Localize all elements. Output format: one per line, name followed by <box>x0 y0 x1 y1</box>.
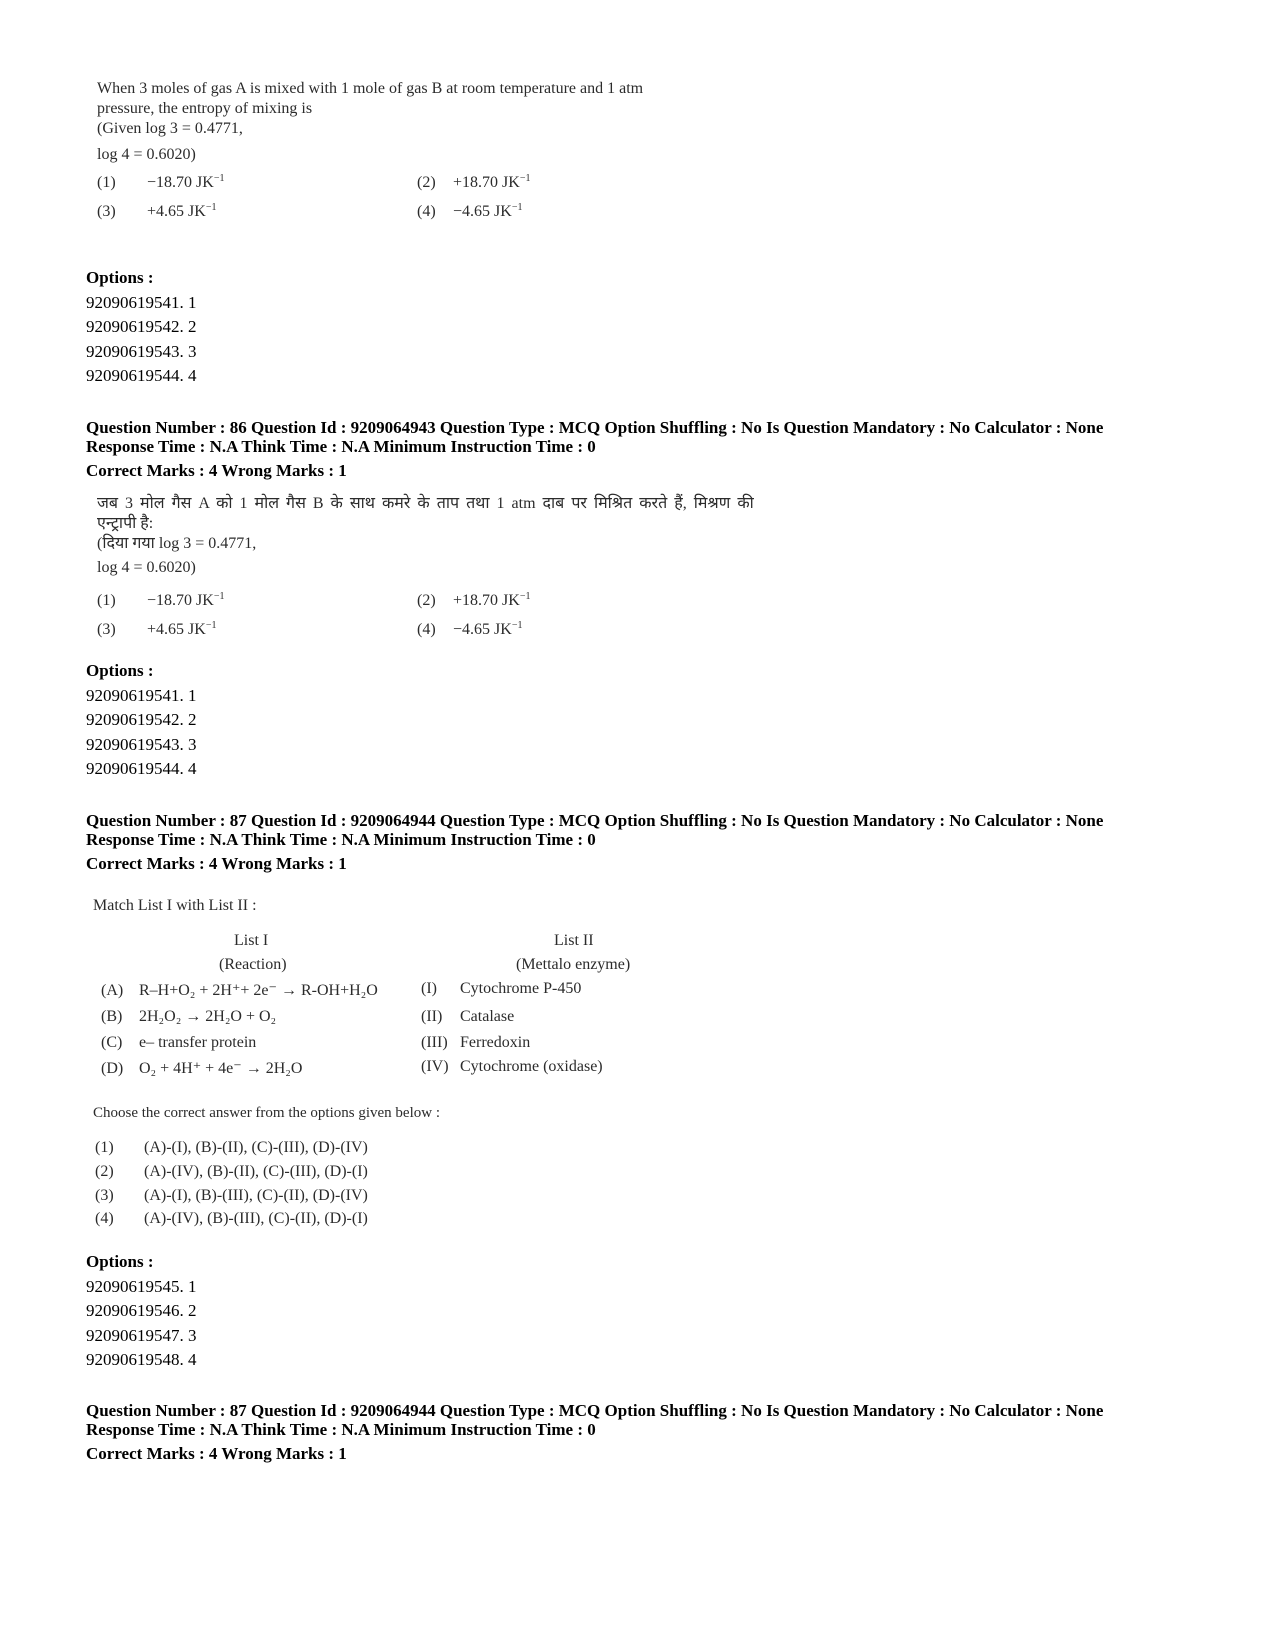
q87-list2-row: (II) Catalase <box>421 1008 515 1025</box>
q86-choice-2: (2) +18.70 $JK^{-1}$ <box>417 591 531 609</box>
q87-list2-row: (III) Ferredoxin <box>421 1034 531 1051</box>
q86-options-list <box>86 659 197 782</box>
q87-list2-title: List II <box>554 932 594 949</box>
option-item: 92090619544. 4 <box>86 759 197 778</box>
q85-choice-4: (4) −4.65 $JK^{-1}$ <box>417 202 523 220</box>
q86-question-image <box>97 494 767 651</box>
q87-list2-row: (I) Cytochrome P-450 <box>421 980 582 997</box>
q87-list2-row: (IV) Cytochrome (oxidase) <box>421 1058 603 1075</box>
q86-meta-line2: Response Time : N.A Think Time : N.A Minimum Instruction Time : 0 <box>86 437 596 456</box>
q87-stem: Match List I with List II : <box>93 897 257 914</box>
q85-question-image <box>97 79 757 233</box>
q87-question-image <box>93 896 693 1236</box>
q86-marks: Correct Marks : 4 Wrong Marks : 1 <box>86 461 347 480</box>
q87-choose-prompt: Choose the correct answer from the options given below : <box>93 1105 440 1121</box>
q85-choice-1: (1) −18.70 $JK^{-1}$ <box>97 173 225 191</box>
option-item: 92090619543. 3 <box>86 341 197 361</box>
option-item: 92090619548. 4 <box>86 1350 197 1369</box>
q87-answer-choice: (2) (A)-(IV), (B)-(II), (C)-(III), (D)-(I) <box>95 1163 368 1180</box>
q87-options-list <box>86 1250 197 1373</box>
q87-list1-row: (D) O₂ + 4H⁺ + 4e⁻ → 2H₂O <box>101 1060 303 1077</box>
q87-repeat-meta-line1: Question Number : 87 Question Id : 9209064944 Question Type : MCQ Option Shuffling : No Is Question Mandatory : No Calculator : None <box>86 1401 1104 1420</box>
q87-marks: Correct Marks : 4 Wrong Marks : 1 <box>86 854 347 873</box>
q85-stem-line1: When 3 moles of gas A is mixed with 1 mole of gas B at room temperature and 1 atm <box>97 80 644 97</box>
q87-list1-row: (A) R–H+O₂ + 2H⁺+ 2e⁻ → R-OH+H₂O <box>101 982 378 999</box>
option-item: 92090619547. 3 <box>86 1325 197 1345</box>
q85-given-line2: log 4 = 0.6020) <box>97 146 196 163</box>
options-title: Options : <box>86 1252 154 1271</box>
option-item: 92090619544. 4 <box>86 366 197 385</box>
q86-stem-line1: जब 3 मोल गैस A को 1 मोल गैस B के साथ कमरे के ताप तथा 1 atm दाब पर मिश्रित करते हैं, मिश्रण की <box>97 495 754 512</box>
options-title: Options : <box>86 268 154 287</box>
q87-list1-row: (B) 2H₂O₂ → 2H₂O + O₂ <box>101 1008 277 1025</box>
q87-answer-choice: (3) (A)-(I), (B)-(III), (C)-(II), (D)-(IV) <box>95 1187 368 1204</box>
option-item: 92090619543. 3 <box>86 734 197 754</box>
option-item: 92090619542. 2 <box>86 317 197 336</box>
q87-list1-title: List I <box>234 932 269 949</box>
q86-given-line2: log 4 = 0.6020) <box>97 559 196 576</box>
q85-choices <box>97 173 757 233</box>
q87-meta-line1: Question Number : 87 Question Id : 9209064944 Question Type : MCQ Option Shuffling : No Is Question Mandatory : No Calculator : None <box>86 811 1104 830</box>
q87-list1-subtitle: (Reaction) <box>219 956 287 973</box>
q86-choices <box>97 591 767 651</box>
q86-given-line1: (दिया गया log 3 = 0.4771, <box>97 535 257 552</box>
q86-choice-1: (1) −18.70 $JK^{-1}$ <box>97 591 225 609</box>
q85-given-line1: (Given log 3 = 0.4771, <box>97 120 243 137</box>
option-item: 92090619542. 2 <box>86 710 197 729</box>
q87-answer-choice: (4) (A)-(IV), (B)-(III), (C)-(II), (D)-(I) <box>95 1210 368 1227</box>
q86-choice-3: (3) +4.65 $JK^{-1}$ <box>97 620 217 638</box>
q87-list2-subtitle: (Mettalo enzyme) <box>516 956 631 973</box>
q86-meta-line1: Question Number : 86 Question Id : 9209064943 Question Type : MCQ Option Shuffling : No Is Question Mandatory : No Calculator : None <box>86 418 1104 437</box>
q86-stem-line2: एन्ट्रापी है: <box>97 515 154 532</box>
options-title: Options : <box>86 661 154 680</box>
option-item: 92090619541. 1 <box>86 685 197 705</box>
q87-meta-line2: Response Time : N.A Think Time : N.A Minimum Instruction Time : 0 <box>86 830 596 849</box>
q87-repeat-marks: Correct Marks : 4 Wrong Marks : 1 <box>86 1444 347 1463</box>
option-item: 92090619546. 2 <box>86 1301 197 1320</box>
option-item: 92090619545. 1 <box>86 1276 197 1296</box>
q87-answer-choice: (1) (A)-(I), (B)-(II), (C)-(III), (D)-(IV) <box>95 1139 368 1156</box>
q85-choice-2: (2) +18.70 $JK^{-1}$ <box>417 173 531 191</box>
q87-list1-row: (C) e– transfer protein <box>101 1034 257 1051</box>
q87-repeat-meta-line2: Response Time : N.A Think Time : N.A Minimum Instruction Time : 0 <box>86 1420 596 1439</box>
q85-stem-line2: pressure, the entropy of mixing is <box>97 100 313 117</box>
q85-options-list <box>86 266 197 389</box>
option-item: 92090619541. 1 <box>86 292 197 312</box>
q85-choice-3: (3) +4.65 $JK^{-1}$ <box>97 202 217 220</box>
q86-choice-4: (4) −4.65 $JK^{-1}$ <box>417 620 523 638</box>
